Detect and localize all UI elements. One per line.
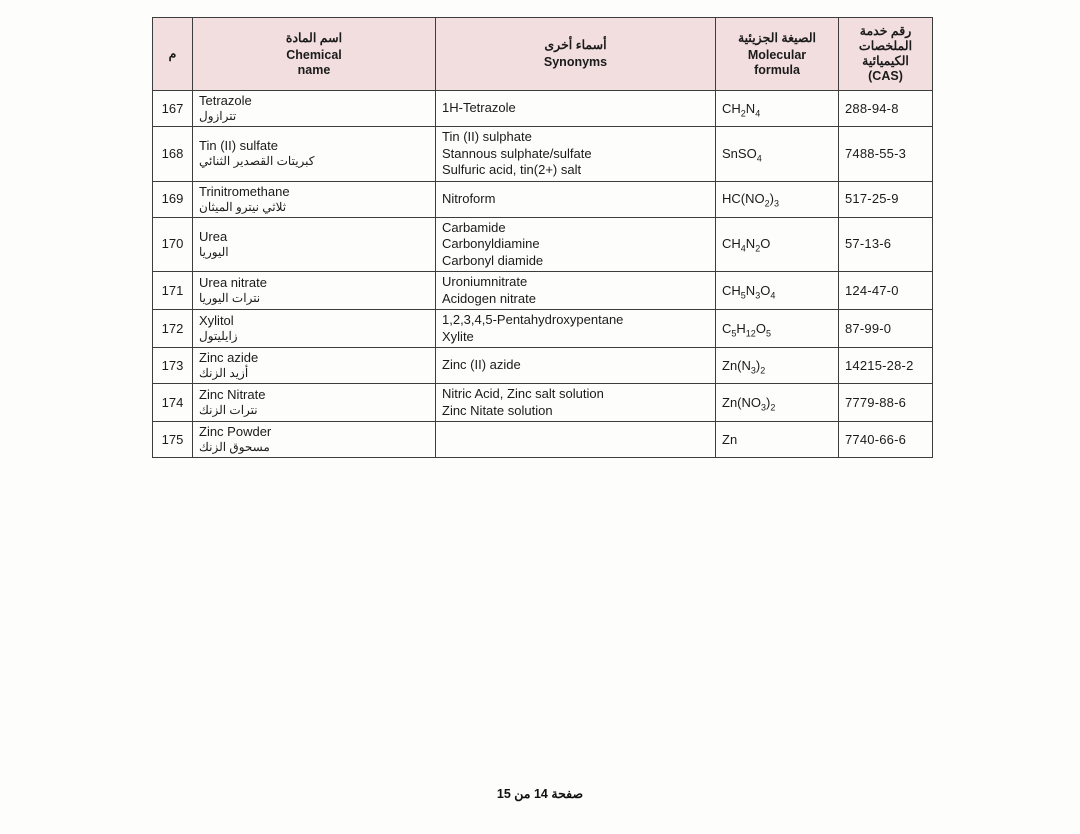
cell-molecular-formula: Zn: [716, 422, 839, 458]
cell-row-number: 169: [153, 181, 193, 217]
column-header-molecular-formula: [716, 18, 839, 91]
chemical-name-arabic: مسحوق الزنك: [199, 440, 270, 454]
cell-synonyms: [436, 127, 716, 182]
cell-molecular-formula: $Zn(N_3)_2$: [716, 348, 839, 384]
chemical-name-english: Tetrazole: [199, 93, 252, 108]
chemical-name-english: Zinc Powder: [199, 424, 272, 439]
table-row: [153, 217, 933, 272]
cell-synonyms: [436, 348, 716, 384]
cell-row-number: 170: [153, 217, 193, 272]
synonym-line: Uroniumnitrate: [442, 274, 528, 289]
table-row: [153, 384, 933, 422]
cell-chemical-name: [193, 384, 436, 422]
cell-cas-number: 124-47-0: [839, 272, 933, 310]
chemical-name-arabic: ثلاثي نيترو الميثان: [199, 199, 287, 214]
cell-chemical-name: [193, 422, 436, 458]
cell-chemical-name: [193, 272, 436, 310]
cell-row-number: 175: [153, 422, 193, 458]
cell-synonyms: [436, 310, 716, 348]
column-header-cas: [839, 18, 933, 91]
table-row: [153, 422, 933, 458]
synonym-line: 1,2,3,4,5-Pentahydroxypentane: [442, 312, 624, 327]
cell-row-number: 167: [153, 91, 193, 127]
column-header-number-label: م: [168, 46, 177, 61]
cell-chemical-name: [193, 217, 436, 272]
synonym-line: Zinc (II) azide: [442, 357, 521, 373]
synonym-line: Nitric Acid, Zinc salt solution: [442, 386, 604, 401]
chemical-name-english: Tin (II) sulfate: [199, 138, 278, 154]
cell-cas-number: 517-25-9: [839, 181, 933, 217]
synonym-line: 1H-Tetrazole: [442, 100, 516, 116]
table-row: [153, 272, 933, 310]
chemicals-table: [152, 17, 933, 458]
cell-cas-number: 288-94-8: [839, 91, 933, 127]
synonym-line: Xylite: [442, 328, 474, 344]
cell-row-number: 173: [153, 348, 193, 384]
chemical-name-english: Urea: [199, 228, 228, 244]
table-header-row: [153, 18, 933, 91]
cell-synonyms: [436, 272, 716, 310]
cell-cas-number: 7488-55-3: [839, 127, 933, 182]
table-row: [153, 127, 933, 182]
cell-cas-number: 87-99-0: [839, 310, 933, 348]
column-header-synonyms-ar: أسماء أخرى: [544, 38, 607, 52]
synonym-line: Sulfuric acid, tin(2+) salt: [442, 162, 582, 177]
chemical-name-arabic: اليوريا: [199, 244, 229, 259]
cell-cas-number: 7779-88-6: [839, 384, 933, 422]
column-header-number: [153, 18, 193, 91]
cell-chemical-name: [193, 310, 436, 348]
cell-chemical-name: [193, 181, 436, 217]
cell-molecular-formula: SnSO$_4$: [716, 127, 839, 182]
table-row: [153, 181, 933, 217]
cell-molecular-formula: $CH_2N_4$: [716, 91, 839, 127]
chemical-name-arabic: تترازول: [199, 109, 237, 123]
column-header-synonyms-en: Synonyms: [543, 55, 608, 69]
cell-molecular-formula: $CH_5N_3O_4$: [716, 272, 839, 310]
column-header-synonyms: [436, 18, 716, 91]
cell-molecular-formula: $Zn(NO_3)_2$: [716, 384, 839, 422]
column-header-chemical-name-ar: اسم المادة: [285, 30, 343, 45]
synonym-line: Tin (II) sulphate: [442, 129, 532, 144]
chemical-name-english: Xylitol: [199, 313, 234, 328]
synonym-line: Nitroform: [442, 190, 496, 206]
cell-molecular-formula: $CH_4N_2O$: [716, 217, 839, 272]
chemical-name-arabic: أزيد الزنك: [199, 366, 249, 380]
table-body: [153, 91, 933, 458]
synonym-line: Carbonyldiamine: [442, 236, 540, 251]
chemical-name-arabic: نترات الزنك: [199, 403, 258, 417]
cell-row-number: 174: [153, 384, 193, 422]
cell-molecular-formula: $HC(NO_2)_3$: [716, 181, 839, 217]
cell-chemical-name: [193, 91, 436, 127]
column-header-cas-en: (CAS): [868, 69, 903, 83]
cell-synonyms: [436, 91, 716, 127]
synonym-line: Stannous sulphate/sulfate: [442, 145, 592, 161]
column-header-cas-ar: رقم خدمة الملخصات الكيميائية: [858, 24, 913, 68]
column-header-molecular-formula-ar: الصيغة الجزيئية: [737, 30, 817, 45]
cell-chemical-name: [193, 127, 436, 182]
synonym-line: Carbamide: [442, 219, 506, 235]
synonym-line: Acidogen nitrate: [442, 290, 536, 306]
synonym-line: Zinc Nitate solution: [442, 402, 553, 418]
column-header-chemical-name: [193, 18, 436, 91]
column-header-molecular-formula-en: Molecular formula: [747, 47, 807, 77]
chemical-name-arabic: زايليتول: [199, 329, 238, 343]
chemical-name-english: Zinc azide: [199, 350, 259, 365]
chemical-name-english: Urea nitrate: [199, 275, 267, 290]
chemical-name-arabic: كبريتات القصدير الثنائي: [199, 154, 315, 169]
cell-row-number: 168: [153, 127, 193, 182]
chemical-name-english: Trinitromethane: [199, 183, 290, 199]
synonym-line: Carbonyl diamide: [442, 252, 544, 268]
cell-cas-number: 7740-66-6: [839, 422, 933, 458]
chemical-name-english: Zinc Nitrate: [199, 387, 266, 402]
cell-cas-number: 14215-28-2: [839, 348, 933, 384]
cell-cas-number: 57-13-6: [839, 217, 933, 272]
table-row: [153, 310, 933, 348]
chemical-name-arabic: نترات اليوريا: [199, 291, 261, 305]
cell-synonyms: [436, 384, 716, 422]
cell-row-number: 172: [153, 310, 193, 348]
column-header-chemical-name-en: Chemical name: [286, 47, 342, 77]
cell-synonyms: [436, 181, 716, 217]
cell-row-number: 171: [153, 272, 193, 310]
page-footer: صفحة 14 من 15: [496, 787, 584, 801]
cell-synonyms: [436, 422, 716, 458]
cell-chemical-name: [193, 348, 436, 384]
cell-molecular-formula: $C_5H_{12}O_5$: [716, 310, 839, 348]
table-row: [153, 91, 933, 127]
table-row: [153, 348, 933, 384]
cell-synonyms: [436, 217, 716, 272]
